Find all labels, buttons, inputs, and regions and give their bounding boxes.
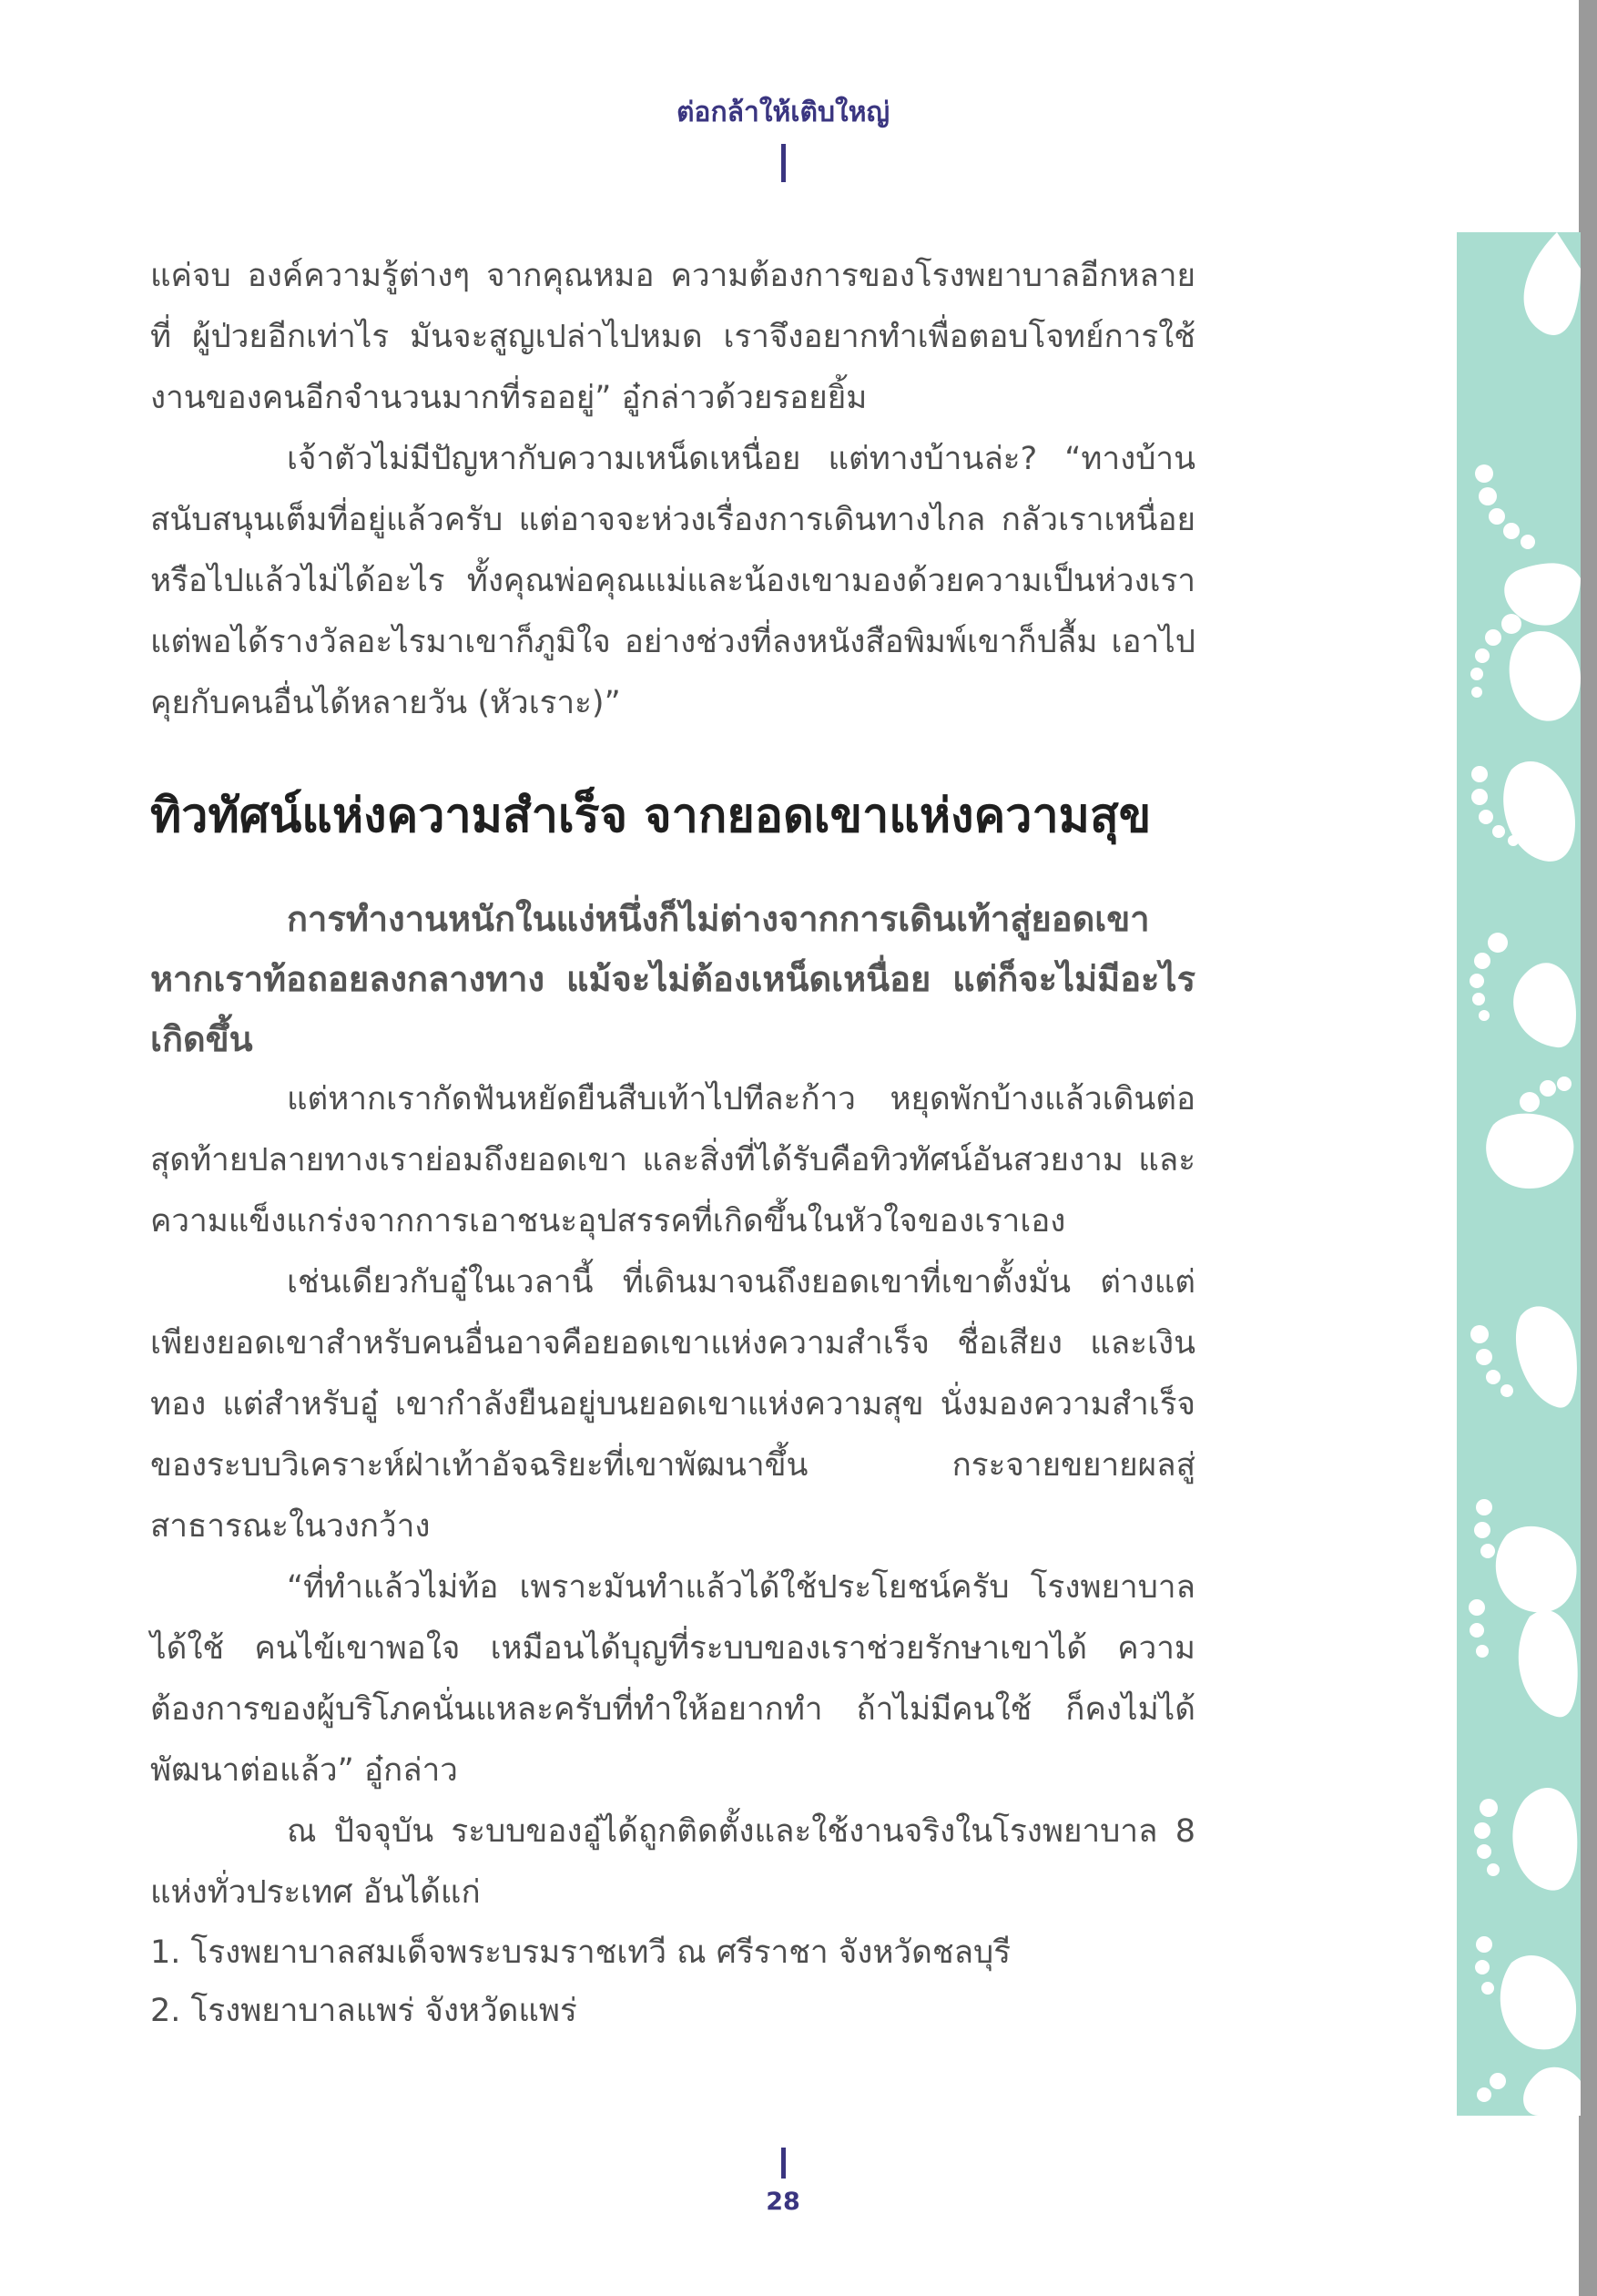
paragraph-hospitals: ณ ปัจจุบัน ระบบของอู๋ได้ถูกติดตั้งและใช้งานจริงในโรงพยาบาล 8 แห่งทั่วประเทศ อันได้แก่ [150,1813,1195,1911]
lead-paragraph: การทำงานหนักในแง่หนึ่งก็ไม่ต่างจากการเดินเท้าสู่ยอดเขา หากเราท้อถอยลงกลางทาง แม้จะไม่ต้องเหน็ดเหนื่อย แต่ก็จะไม่มีอะไรเกิดขึ้น [150,899,1195,1059]
paragraph-intro: แค่จบ องค์ความรู้ต่างๆ จากคุณหมอ ความต้องการของโรงพยาบาลอีกหลายที่ ผู้ป่วยอีกเท่าไร มันจะสูญเปล่าไปหมด เราจึงอยากทำเพื่อตอบโจทย์การใช้งานของคนอีกจำนวนมากที่รออยู่” อู๋กล่าวด้วยรอยยิ้ม [150,258,1195,416]
article-body [150,246,1195,2040]
footprint-pattern-icon [1457,232,1581,2116]
footer-rule [781,2148,786,2179]
section-heading: ทิวทัศน์แห่งความสำเร็จ จากยอดเขาแห่งความสุข [150,789,1152,843]
paragraph-summit: เช่นเดียวกับอู๋ในเวลานี้ ที่เดินมาจนถึงยอดเขาที่เขาตั้งมั่น ต่างแต่เพียงยอดเขาสำหรับคนอื่นอาจคือยอดเขาแห่งความสำเร็จ ชื่อเสียง และเงินทอง แต่สำหรับอู๋ เขากำลังยืนอยู่บนยอดเขาแห่งความสุข นั่งมองความสำเร็จของระบบวิเคราะห์ฝ่าเท้าอัจฉริยะที่เขาพัฒนาขึ้น กระจายขยายผลสู่สาธารณะในวงกว้าง [150,1264,1195,1545]
page-edge-strip [1579,0,1597,2296]
paragraph-family: เจ้าตัวไม่มีปัญหากับความเหน็ดเหนื่อย แต่ทางบ้านล่ะ? “ทางบ้านสนับสนุนเต็มที่อยู่แล้วครับ แต่อาจจะห่วงเรื่องการเดินทางไกล กลัวเราเหนื่อยหรือไปแล้วไม่ได้อะไร ทั้งคุณพ่อคุณแม่และน้องเขามองด้วยความเป็นห่วงเรา แต่พอได้รางวัลอะไรมาเขาก็ภูมิใจ อย่างช่วงที่ลงหนังสือพิมพ์เขาก็ปลื้ม เอาไปคุยกับคนอื่นได้หลายวัน (หัวเราะ)” [150,441,1195,721]
list-item: 1. โรงพยาบาลสมเด็จพระบรมราชเทวี ณ ศรีราชา จังหวัดชลบุรี [150,1934,1012,1971]
page-number: 28 [766,2188,800,2216]
list-item: 2. โรงพยาบาลแพร่ จังหวัดแพร่ [150,1993,577,2029]
footprint-decoration-band [1457,232,1581,2116]
running-header: ต่อกล้าให้เติบใหญ่ [676,97,890,128]
header-rule [781,144,786,182]
paragraph-quote: “ที่ทำแล้วไม่ท้อ เพราะมันทำแล้วได้ใช้ประโยชน์ครับ โรงพยาบาลได้ใช้ คนไข้เขาพอใจ เหมือนได้บุญที่ระบบของเราช่วยรักษาเขาได้ ความต้องการของผู้บริโภคนั่นแหละครับที่ทำให้อยากทำ ถ้าไม่มีคนใช้ ก็คงไม่ได้พัฒนาต่อแล้ว” อู๋กล่าว [150,1569,1195,1789]
paragraph-mountain: แต่หากเรากัดฟันหยัดยืนสืบเท้าไปทีละก้าว หยุดพักบ้างแล้วเดินต่อ สุดท้ายปลายทางเราย่อมถึงยอดเขา และสิ่งที่ได้รับคือทิวทัศน์อันสวยงาม และความแข็งแกร่งจากการเอาชนะอุปสรรคที่เกิดขึ้นในหัวใจของเราเอง [150,1081,1195,1240]
